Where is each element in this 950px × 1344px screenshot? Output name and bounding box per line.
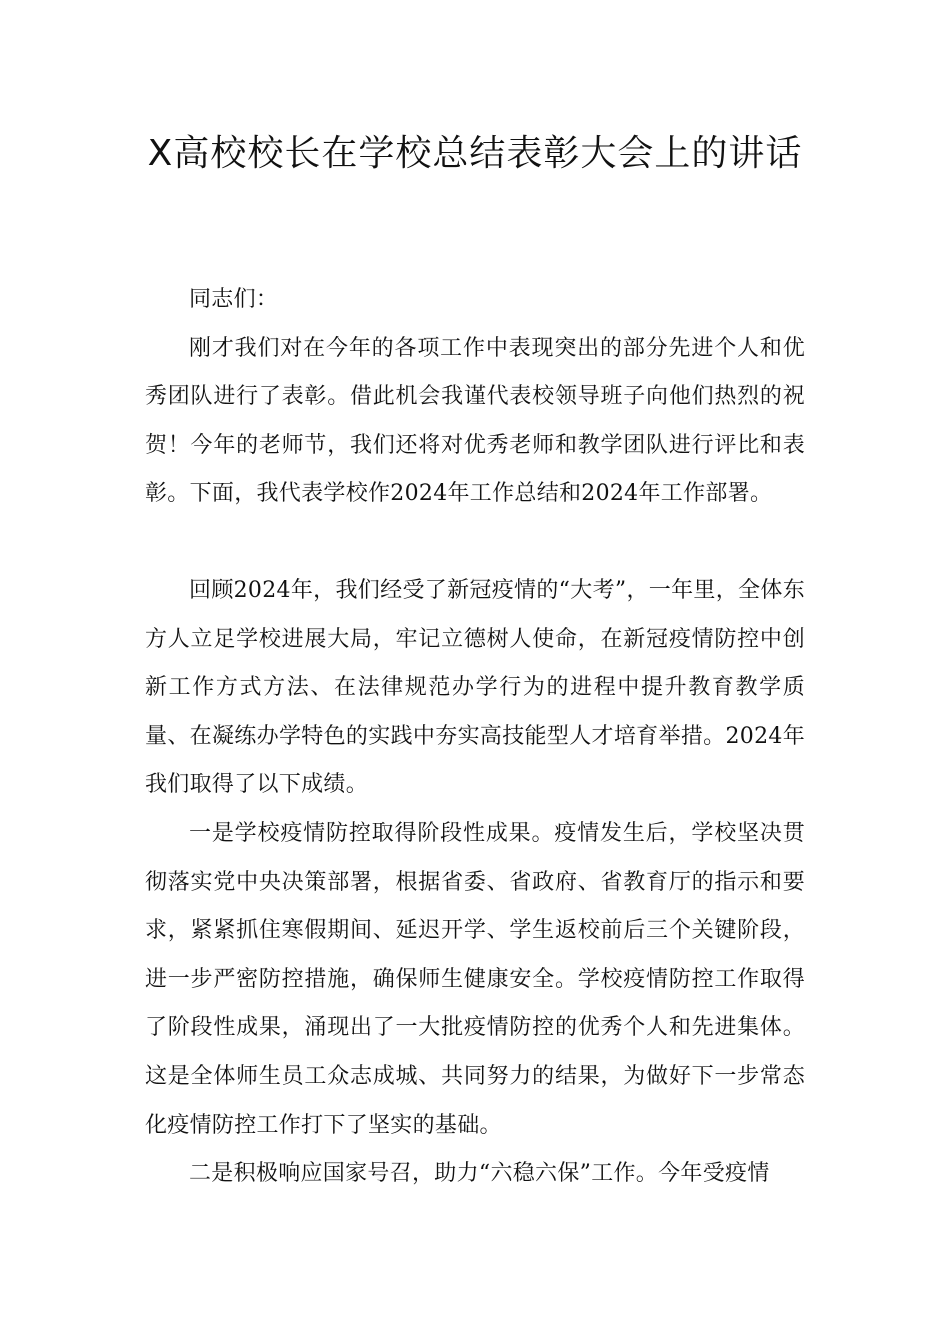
salutation-paragraph: 同志们：: [189, 287, 279, 312]
review-paragraph: 回顾2024年，我们经受了新冠疫情的“大考”，一年里，全体东方人立足学校进展大局，牢记立德树人使命，在新冠疫情防控中创新工作方式方法、在法律规范办学行为的进程中提升教育教学质量、在凝练办学特色的实践中夯实高技能型人才培育举措。2024年我们取得了以下成绩。: [145, 577, 805, 798]
paragraph-spacer: [145, 519, 805, 567]
achievement-one-paragraph: 一是学校疫情防控取得阶段性成果。疫情发生后，学校坚决贯彻落实党中央决策部署，根据省委、省政府、省教育厅的指示和要求，紧紧抓住寒假期间、延迟开学、学生返校前后三个关键阶段，进一步严密防控措施，确保师生健康安全。学校疫情防控工作取得了阶段性成果，涌现出了一大批疫情防控的优秀个人和先进集体。这是全体师生员工众志成城、共同努力的结果，为做好下一步常态化疫情防控工作打下了坚实的基础。: [145, 820, 805, 1138]
document-body: [145, 276, 805, 1199]
intro-paragraph: 刚才我们对在今年的各项工作中表现突出的部分先进个人和优秀团队进行了表彰。借此机会我谨代表校领导班子向他们热烈的祝贺！今年的老师节，我们还将对优秀老师和教学团队进行评比和表彰。下面，我代表学校作2024年工作总结和2024年工作部署。: [145, 335, 805, 507]
document-title: X高校校长在学校总结表彰大会上的讲话: [147, 133, 803, 174]
achievement-two-paragraph: 二是积极响应国家号召，助力“六稳六保”工作。今年受疫情: [189, 1161, 770, 1187]
